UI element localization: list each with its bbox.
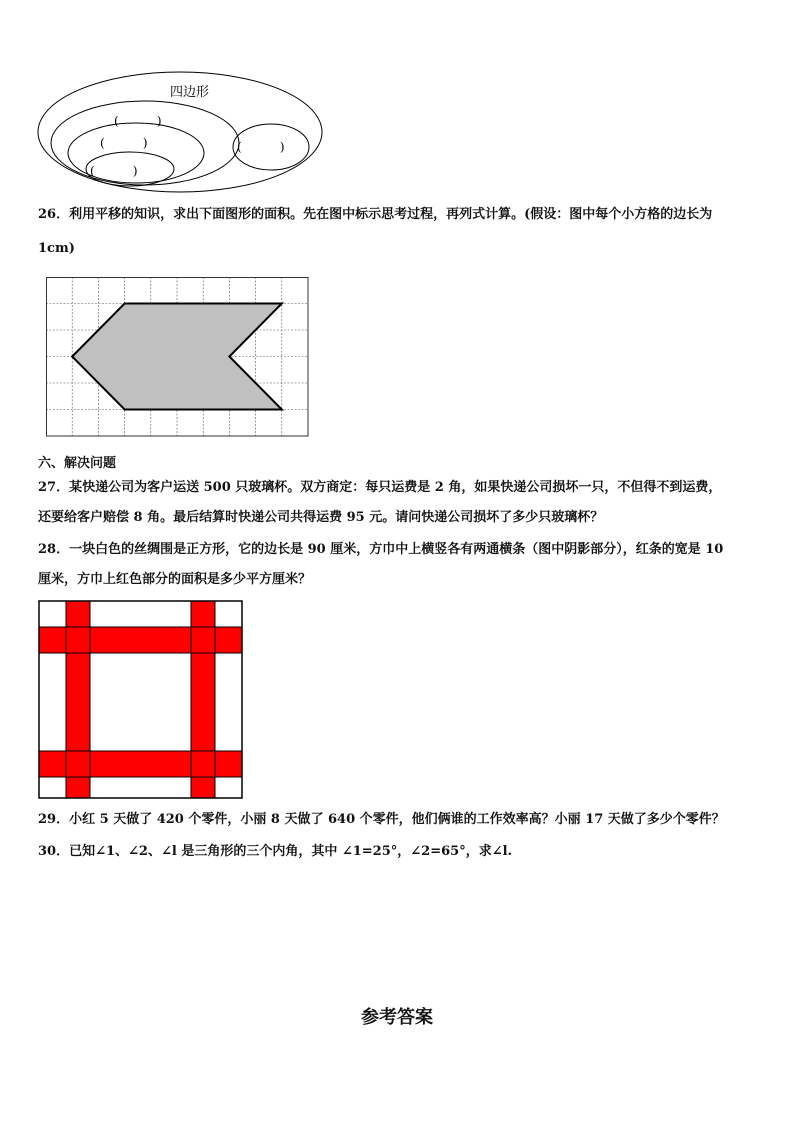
question-30: 30．已知∠1、∠2、∠l 是三角形的三个内角，其中 ∠1=25°，∠2=65°，求∠l. bbox=[38, 844, 513, 859]
silk-scarf-figure bbox=[38, 600, 244, 800]
question-27-line2: 还要给客户赔偿 8 角。最后结算时快递公司共得运费 95 元。请问快递公司损坏了多少只玻璃杯？ bbox=[38, 510, 604, 525]
question-28-line2: 厘米，方巾上红色部分的面积是多少平方厘米？ bbox=[38, 572, 312, 587]
venn-paren-3: ( ) bbox=[90, 164, 138, 178]
quadrilateral-venn-diagram bbox=[34, 68, 330, 200]
question-26-line1: 26．利用平移的知识，求出下面图形的面积。先在图中标示思考过程，再列式计算。(假设：图中每个小方格的边长为 bbox=[38, 207, 713, 222]
question-27-line1: 27．某快递公司为客户运送 500 只玻璃杯。双方商定：每只运费是 2 角，如果快递公司损坏一只，不但得不到运费， bbox=[38, 480, 722, 495]
question-26-line2: 1cm) bbox=[38, 241, 75, 256]
red-vertical-stripe-right bbox=[191, 601, 215, 798]
question-29: 29．小红 5 天做了 420 个零件，小丽 8 天做了 640 个零件，他们俩谁的工作效率高？小丽 17 天做了多少个零件？ bbox=[38, 812, 725, 827]
venn-paren-4: ( ) bbox=[237, 140, 285, 154]
venn-paren-1: ( ) bbox=[114, 114, 162, 128]
section-six-heading: 六、解决问题 bbox=[38, 456, 117, 471]
translation-grid-figure bbox=[46, 277, 310, 437]
question-28-line1: 28．一块白色的丝绸围是正方形，它的边长是 90 厘米，方巾中上横竖各有两通横条（图中阴影部分），红条的宽是 10 bbox=[38, 542, 724, 557]
venn-outer-label: 四边形 bbox=[170, 85, 210, 100]
answer-key-title: 参考答案 bbox=[361, 1007, 433, 1028]
red-vertical-stripe-left bbox=[66, 601, 90, 798]
venn-paren-2: ( ) bbox=[100, 136, 148, 150]
